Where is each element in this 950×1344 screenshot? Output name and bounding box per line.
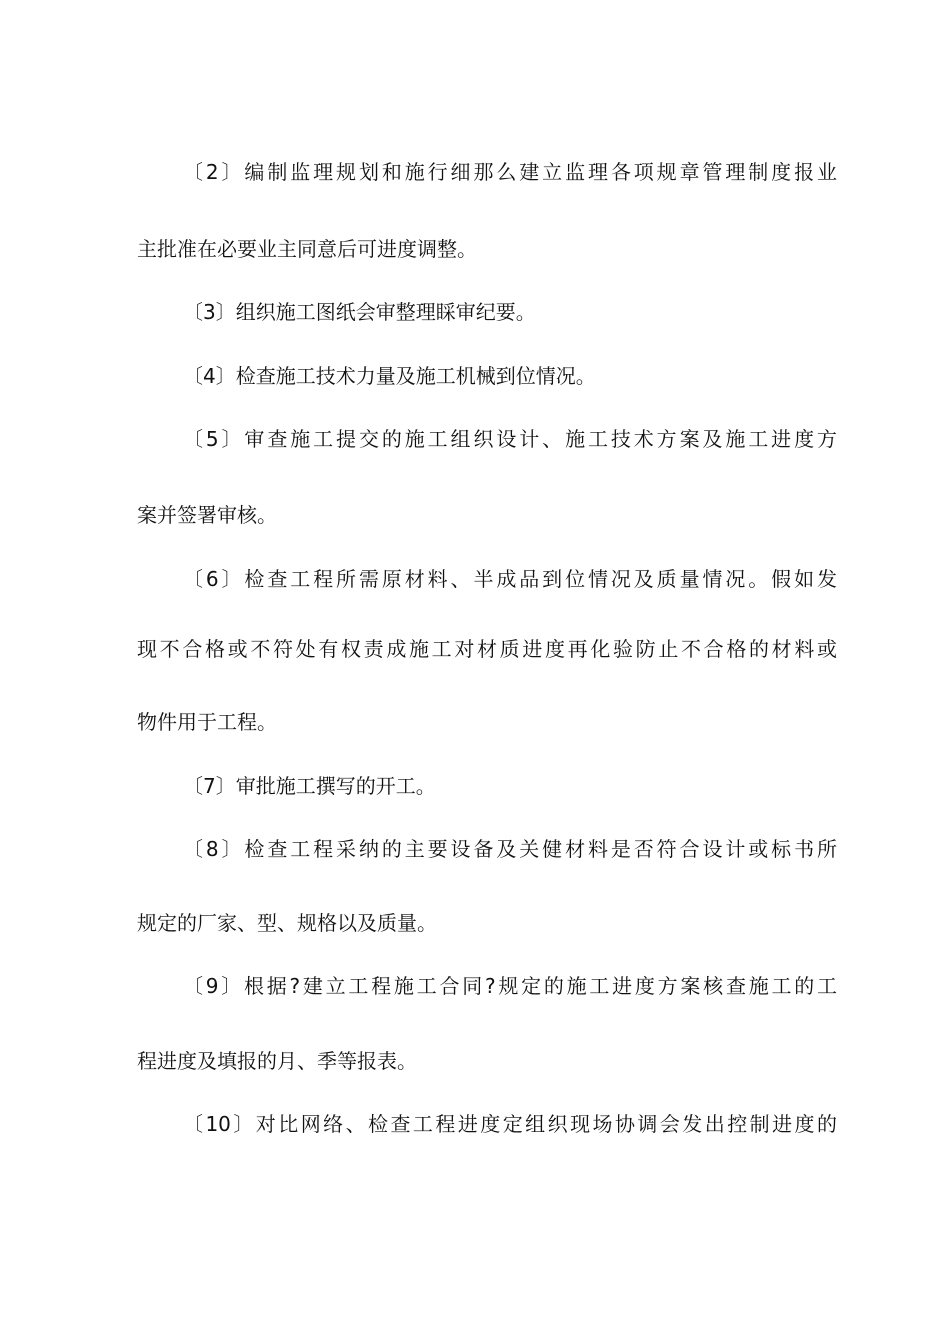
paragraph-4: 〔4〕检查施工技术力量及施工机械到位情况。 — [183, 364, 596, 388]
paragraph-7: 〔7〕审批施工撰写的开工。 — [183, 774, 436, 798]
paragraph-8-line-1: 〔8〕检查工程采纳的主要设备及关健材料是否符合设计或标书所 — [183, 837, 837, 861]
paragraph-9-line-2: 程进度及填报的月、季等报表。 — [137, 1049, 417, 1073]
paragraph-10-line-1: 〔10〕对比网络、检查工程进度定组织现场协调会发出控制进度的 — [183, 1112, 837, 1136]
paragraph-3: 〔3〕组织施工图纸会审整理睬审纪要。 — [183, 300, 536, 324]
paragraph-2-line-1: 〔2〕编制监理规划和施行细那么建立监理各项规章管理制度报业 — [183, 160, 837, 184]
paragraph-8-line-2: 规定的厂家、型、规格以及质量。 — [137, 911, 437, 935]
paragraph-6-line-3: 物件用于工程。 — [137, 710, 277, 734]
paragraph-6-line-2: 现不合格或不符处有权责成施工对材质进度再化验防止不合格的材料或 — [137, 637, 837, 661]
paragraph-6-line-1: 〔6〕检查工程所需原材料、半成品到位情况及质量情况。假如发 — [183, 567, 837, 591]
paragraph-5-line-1: 〔5〕审查施工提交的施工组织设计、施工技术方案及施工进度方 — [183, 427, 837, 451]
paragraph-5-line-2: 案并签署审核。 — [137, 503, 277, 527]
paragraph-2-line-2: 主批准在必要业主同意后可进度调整。 — [137, 237, 477, 261]
paragraph-9-line-1: 〔9〕根据?建立工程施工合同?规定的施工进度方案核查施工的工 — [183, 974, 837, 998]
